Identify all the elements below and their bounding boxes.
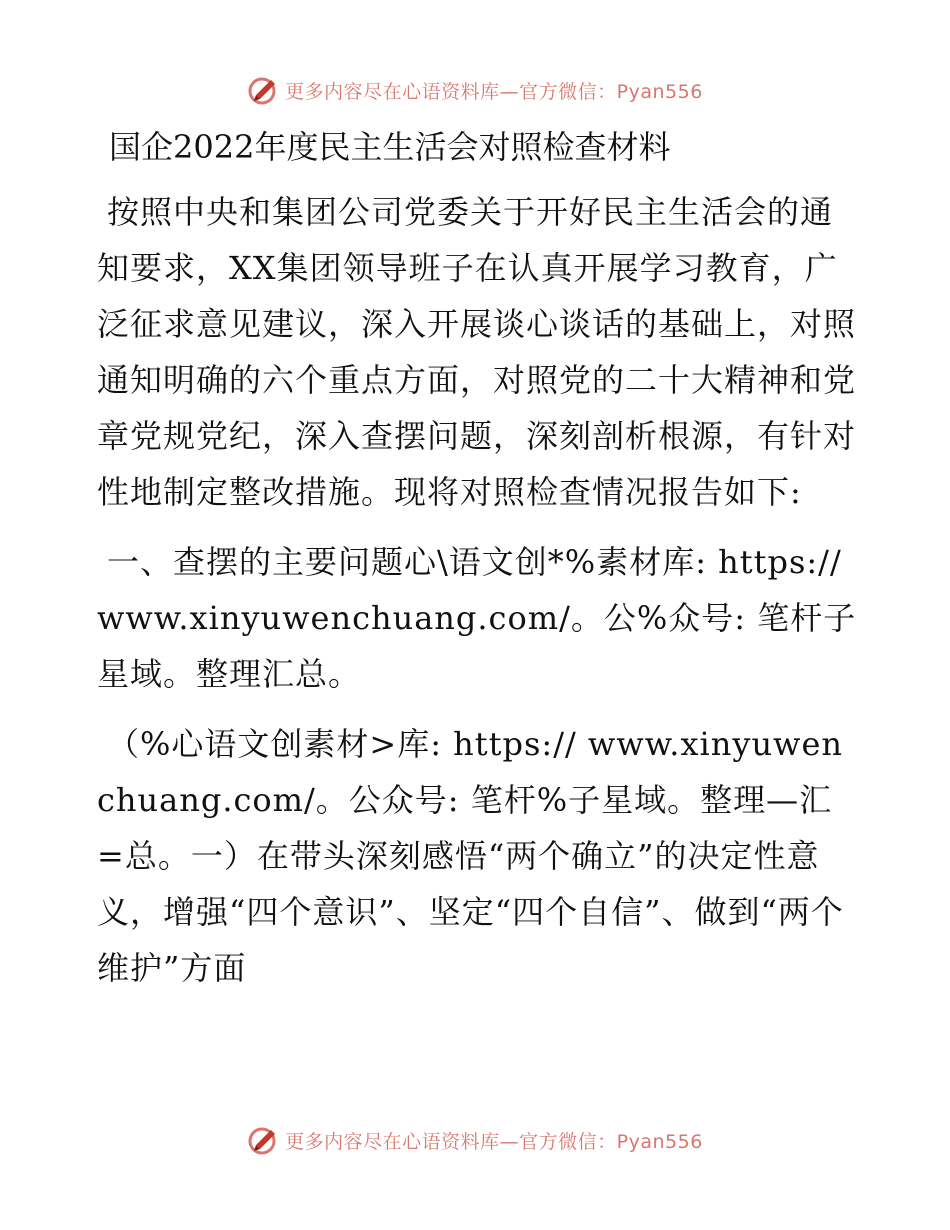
watermark-label: 更多内容尽在心语资料库—官方微信： <box>285 1130 617 1153</box>
paragraph-intro: 按照中央和集团公司党委关于开好民主生活会的通知要求，XX集团领导班子在认真开展学习教育，广泛征求意见建议，深入开展谈心谈话的基础上，对照通知明确的六个重点方面，对照党的二十大精神和党章党规党纪，深入查摆问题，深刻剖析根源，有针对性地制定整改措施。现将对照检查情况报告如下: <box>97 193 857 511</box>
paragraph-subsection-one: （%心语文创素材>库: https:// www.xinyuwenchuang.com/。公众号: 笔杆%子星域。整理—汇=总。一）在带头深刻感悟“两个确立”的决定性意义，增强“四个意识”、坚定“四个自信”、做到“两个维护”方面 <box>97 725 844 987</box>
paragraph-section-one: 一、查摆的主要问题心\语文创*%素材库: https://www.xinyuwenchuang.com/。公%众号: 笔杆子星域。整理汇总。 <box>97 543 857 693</box>
watermark-text <box>285 1127 703 1154</box>
top-watermark-banner <box>0 70 950 110</box>
pen-logo-icon <box>247 73 281 107</box>
watermark-label: 更多内容尽在心语资料库—官方微信： <box>285 80 617 103</box>
watermark-text <box>285 77 703 104</box>
pen-logo-icon <box>247 1123 281 1157</box>
watermark-wechat-id: Pyan556 <box>616 1130 703 1153</box>
bottom-watermark-banner <box>0 1120 950 1160</box>
watermark-wechat-id: Pyan556 <box>616 80 703 103</box>
document-body <box>97 122 857 996</box>
document-title: 国企2022年度民主生活会对照检查材料 <box>109 128 671 166</box>
